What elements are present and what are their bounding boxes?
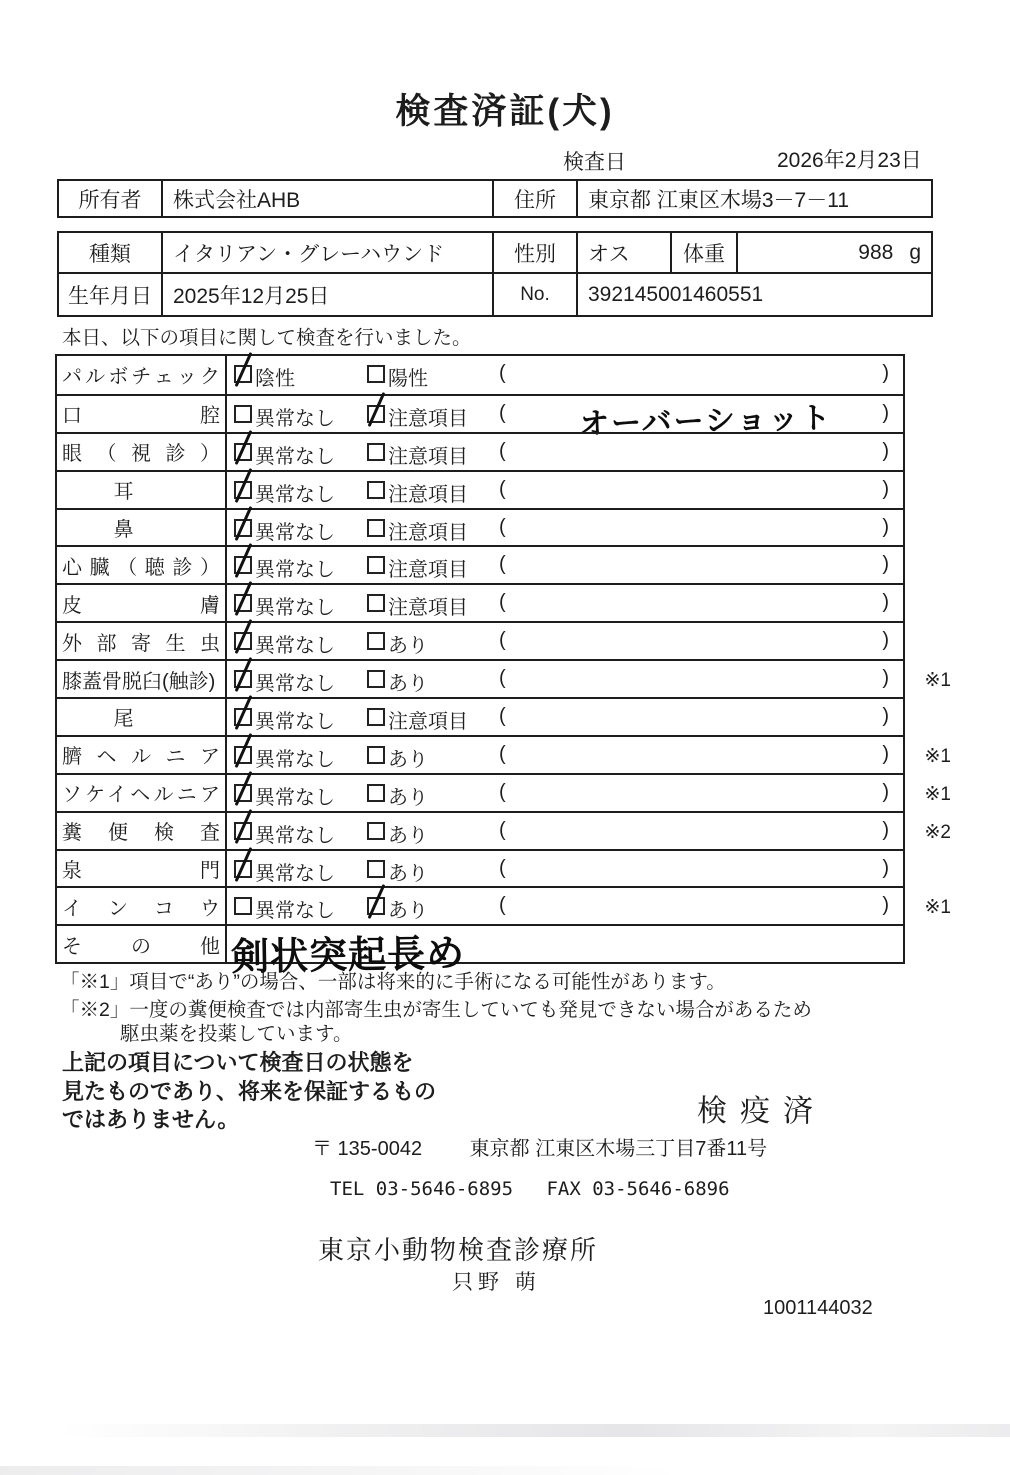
paren-open: ( <box>499 362 506 384</box>
exam-item-label <box>57 699 227 735</box>
paren-open: ( <box>499 629 506 652</box>
address-value: 東京都 江東区木場3－7－11 <box>588 188 849 212</box>
option-1-label: 異常なし <box>255 824 335 847</box>
option-1-label: 異常なし <box>255 521 335 544</box>
exam-item-text: パルボチェック <box>62 366 220 389</box>
checkbox-option-1 <box>234 365 252 383</box>
checkbox-option-2 <box>367 365 385 383</box>
checkbox-option-1 <box>234 860 252 878</box>
exam-item-label <box>57 434 227 470</box>
exam-item-label <box>57 396 227 432</box>
paren-open: ( <box>499 477 506 500</box>
owner-row <box>59 181 931 216</box>
exam-row-content <box>227 472 903 508</box>
serial-number: 1001144032 <box>763 1297 873 1319</box>
exam-row <box>57 394 903 442</box>
checkbox-option-2 <box>367 405 385 423</box>
exam-item-text: 口腔 <box>62 405 220 428</box>
option-2-label: あり <box>388 786 428 809</box>
paren-close: ) <box>882 780 889 803</box>
clinic-address: 東京都 江東区木場三丁目7番11号 <box>469 1138 768 1160</box>
birth-label: 生年月日 <box>59 274 163 315</box>
paren-open: ( <box>499 780 506 803</box>
clinic-name: 東京小動物検査診療所 <box>318 1235 599 1265</box>
option-2-label: あり <box>388 748 428 771</box>
exam-item-text: インコウ <box>62 897 220 920</box>
exam-row-content <box>227 661 903 697</box>
address-label: 住所 <box>494 181 578 216</box>
exam-item-text: 鼻 <box>113 519 134 541</box>
checkbox-option-2 <box>367 443 385 461</box>
exam-row-content <box>227 851 903 887</box>
option-2-label: 注意項目 <box>388 597 468 620</box>
exam-row <box>57 811 951 849</box>
disclaimer-line2: 見たものであり、将来を保証するもの <box>62 1078 437 1104</box>
exam-item-label <box>57 356 227 394</box>
paren-open: ( <box>499 856 506 879</box>
checkbox-option-2 <box>367 556 385 574</box>
exam-item-text: 耳 <box>113 481 134 504</box>
exam-item-label <box>57 585 227 621</box>
owner-value: 株式会社AHB <box>163 181 494 216</box>
checkbox-option-2 <box>367 519 385 537</box>
paren-open: ( <box>499 591 506 614</box>
exam-item-text: 糞便検査 <box>62 822 220 845</box>
checkbox-option-1 <box>234 897 252 915</box>
no-label: No. <box>494 274 578 315</box>
inspection-date-label: 検査日 <box>563 151 626 174</box>
option-2-label: あり <box>388 635 428 658</box>
postal-code: 〒 135-0042 <box>312 1138 423 1160</box>
exam-row <box>57 545 903 583</box>
paren-open: ( <box>499 818 506 841</box>
pet-row-2 <box>59 274 931 315</box>
option-1-label: 異常なし <box>255 748 335 771</box>
clinic-tel: TEL 03-5646-6895 <box>330 1178 514 1200</box>
exam-row <box>57 356 903 394</box>
no-value: 392145001460551 <box>588 282 764 306</box>
option-1-label: 異常なし <box>255 900 335 923</box>
exam-row-content <box>227 775 903 811</box>
exam-item-label <box>57 661 227 697</box>
option-1-label: 陰性 <box>255 368 295 390</box>
exam-item-label <box>57 888 227 924</box>
paren-close: ) <box>882 515 889 538</box>
checkbox-option-2 <box>367 822 385 840</box>
checkbox-option-1 <box>234 594 252 612</box>
exam-item-label <box>57 547 227 583</box>
checkbox-option-2 <box>367 860 385 878</box>
option-2-label: あり <box>388 824 428 847</box>
option-2-label: 注意項目 <box>388 483 468 506</box>
sex-label: 性別 <box>494 233 578 272</box>
paren-close: ) <box>882 705 889 728</box>
exam-row <box>57 470 903 508</box>
option-2-label: 陽性 <box>388 368 428 390</box>
checkbox-option-1 <box>234 784 252 802</box>
inspection-date-value: 2026年2月23日 <box>777 149 922 172</box>
option-2-label: あり <box>388 862 428 885</box>
exam-row-content <box>227 623 903 659</box>
footnote-2-line1: 「※2」一度の糞便検査では内部寄生虫が寄生していても発見できない場合があるため <box>60 999 812 1021</box>
checkbox-option-1 <box>234 708 252 726</box>
footnote-2-line2: 駆虫薬を投薬しています。 <box>120 1023 353 1045</box>
clinic-fax: FAX 03-5646-6896 <box>546 1178 730 1200</box>
paren-close: ) <box>882 591 889 614</box>
pet-row-1 <box>59 233 931 274</box>
exam-row <box>57 621 903 659</box>
reference-mark: ※1 <box>924 670 951 692</box>
disclaimer <box>62 1049 436 1135</box>
option-2-label: 注意項目 <box>388 559 468 582</box>
checkbox-option-2 <box>367 708 385 726</box>
paren-close: ) <box>882 401 889 424</box>
exam-row <box>57 735 951 773</box>
option-1-label: 異常なし <box>255 445 335 468</box>
footnote-1: 「※1」項目で“あり”の場合、一部は将来的に手術になる可能性があります。 <box>60 971 726 993</box>
checkbox-option-2 <box>367 746 385 764</box>
paren-open: ( <box>499 667 506 690</box>
handwritten-other: 剣状突起長め <box>230 933 466 980</box>
exam-row <box>57 432 903 470</box>
option-2-label: 注意項目 <box>388 407 468 430</box>
reference-mark: ※2 <box>924 821 951 843</box>
checkbox-option-1 <box>234 670 252 688</box>
exam-row <box>57 924 903 980</box>
exam-row-content <box>227 396 903 442</box>
paren-open: ( <box>499 705 506 728</box>
exam-table-rows <box>57 356 951 980</box>
checkbox-option-1 <box>234 405 252 423</box>
option-2-label: 注意項目 <box>388 445 468 468</box>
checkbox-option-2 <box>367 594 385 612</box>
option-1-label: 異常なし <box>255 597 335 620</box>
scan-smudge-1 <box>60 1424 1010 1437</box>
option-1-label: 異常なし <box>255 407 335 430</box>
reference-mark: ※1 <box>924 897 951 919</box>
quarantine-stamp: 検疫済 <box>697 1095 826 1128</box>
checkbox-option-1 <box>234 746 252 764</box>
exam-item-text: 外部寄生虫 <box>62 632 220 655</box>
option-1-label: 異常なし <box>255 559 335 582</box>
clinic-tel-line <box>330 1178 730 1200</box>
exam-table <box>55 354 951 980</box>
exam-row <box>57 697 903 735</box>
exam-item-text: 皮膚 <box>62 594 220 617</box>
exam-row-content <box>227 813 903 849</box>
option-1-label: 異常なし <box>255 483 335 506</box>
exam-row-content <box>227 510 903 546</box>
paren-close: ) <box>882 553 889 576</box>
exam-item-label <box>57 623 227 659</box>
exam-item-text: 心臓（聴診） <box>62 556 220 579</box>
exam-item-text: 膝蓋骨脱臼(触診) <box>62 670 216 693</box>
exam-item-label <box>57 510 227 546</box>
checkbox-option-1 <box>234 519 252 537</box>
exam-row-content <box>227 585 903 621</box>
checkbox-option-2 <box>367 784 385 802</box>
exam-row-content <box>227 547 903 583</box>
exam-item-label <box>57 926 227 962</box>
disclaimer-line3: ではありません。 <box>62 1107 240 1132</box>
option-2-label: 注意項目 <box>388 521 468 544</box>
exam-item-label <box>57 775 227 811</box>
scan-smudge-2 <box>0 1466 680 1475</box>
exam-row <box>57 583 903 621</box>
sex-value: オス <box>578 233 672 272</box>
pet-table <box>57 231 933 317</box>
owner-label: 所有者 <box>59 181 163 216</box>
exam-item-text: 泉門 <box>62 860 220 883</box>
checkbox-option-2 <box>367 897 385 915</box>
option-1-label: 異常なし <box>255 862 335 885</box>
veterinarian-name: 只野 萌 <box>452 1271 541 1294</box>
paren-close: ) <box>882 477 889 500</box>
exam-row <box>57 773 951 811</box>
checkbox-option-2 <box>367 481 385 499</box>
option-1-label: 異常なし <box>255 786 335 809</box>
exam-row <box>57 659 951 697</box>
paren-open: ( <box>499 894 506 917</box>
clinic-postal-line <box>312 1132 767 1161</box>
exam-item-label <box>57 851 227 887</box>
checkbox-option-1 <box>234 822 252 840</box>
paren-close: ) <box>882 362 889 384</box>
paren-open: ( <box>499 515 506 538</box>
option-1-label: 異常なし <box>255 711 335 734</box>
weight-cell <box>738 233 931 272</box>
paren-close: ) <box>882 742 889 765</box>
exam-item-label <box>57 813 227 849</box>
reference-mark: ※1 <box>924 783 951 805</box>
exam-row-content <box>227 699 903 735</box>
breed-value: イタリアン・グレーハウンド <box>163 233 494 272</box>
paren-open: ( <box>499 553 506 576</box>
exam-item-text: ソケイヘルニア <box>62 784 220 807</box>
exam-row-content <box>227 888 903 924</box>
weight-unit: g <box>909 240 921 264</box>
checkbox-option-2 <box>367 670 385 688</box>
checkbox-option-1 <box>234 443 252 461</box>
birth-value: 2025年12月25日 <box>163 274 494 315</box>
checkbox-option-1 <box>234 481 252 499</box>
handwritten-note: オーバーショット <box>578 401 833 442</box>
exam-item-text: 尾 <box>113 708 134 731</box>
exam-row-content <box>227 356 903 394</box>
paren-close: ) <box>882 818 889 841</box>
breed-label: 種類 <box>59 233 163 272</box>
intro-text: 本日、以下の項目に関して検査を行いました。 <box>62 327 472 349</box>
exam-row-content <box>227 737 903 773</box>
exam-row-content <box>227 926 903 980</box>
option-2-label: あり <box>388 900 428 923</box>
paren-close: ) <box>882 439 889 462</box>
paren-open: ( <box>499 439 506 462</box>
exam-row <box>57 508 903 546</box>
paren-close: ) <box>882 856 889 879</box>
checkbox-option-1 <box>234 632 252 650</box>
weight-label: 体重 <box>672 233 738 272</box>
option-2-label: 注意項目 <box>388 711 468 734</box>
paren-close: ) <box>882 894 889 917</box>
owner-table <box>57 179 933 218</box>
option-2-label: あり <box>388 673 428 696</box>
paren-close: ) <box>882 629 889 652</box>
weight-value: 988 <box>858 240 894 264</box>
option-1-label: 異常なし <box>255 635 335 658</box>
exam-row <box>57 849 903 887</box>
paren-open: ( <box>499 401 506 424</box>
checkbox-option-2 <box>367 632 385 650</box>
exam-row <box>57 886 951 924</box>
paren-close: ) <box>882 667 889 690</box>
checkbox-option-1 <box>234 556 252 574</box>
exam-item-label <box>57 472 227 508</box>
exam-item-text: 眼（視診） <box>62 443 220 466</box>
exam-item-label <box>57 737 227 773</box>
disclaimer-line1: 上記の項目について検査日の状態を <box>62 1050 414 1075</box>
exam-item-text: 臍ヘルニア <box>62 746 220 769</box>
page-title: 検査済証(犬) <box>395 92 615 131</box>
exam-item-text: その他 <box>62 935 220 958</box>
exam-row-content <box>227 434 903 470</box>
option-1-label: 異常なし <box>255 673 335 696</box>
paren-open: ( <box>499 742 506 765</box>
reference-mark: ※1 <box>924 745 951 767</box>
